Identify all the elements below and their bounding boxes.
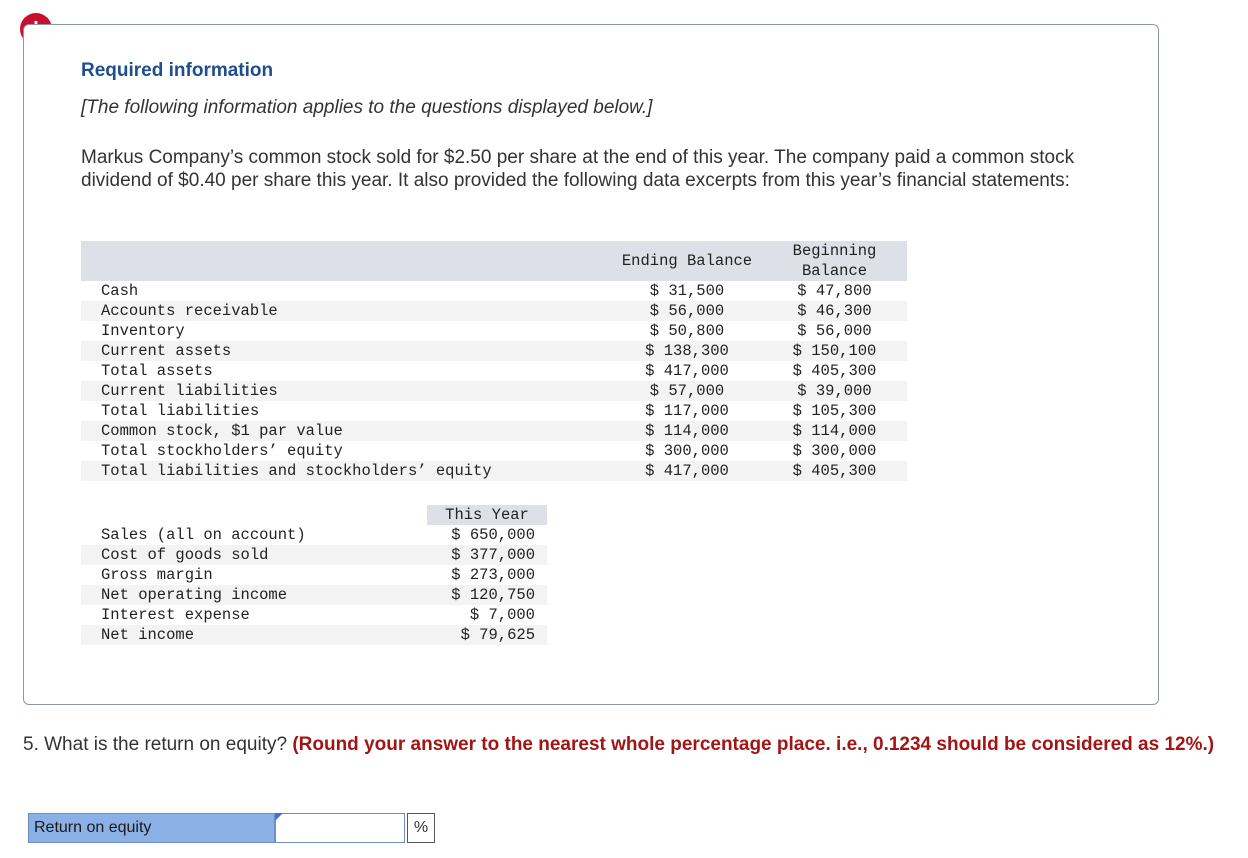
balance-sheet-header xyxy=(81,241,907,281)
row-label: Accounts receivable xyxy=(101,302,278,320)
row-label: Total stockholders’ equity xyxy=(101,442,343,460)
header-spacer xyxy=(81,505,427,525)
beginning-header-line2: Balance xyxy=(801,262,868,280)
question-text xyxy=(23,733,1228,756)
ending-balance-header: Ending Balance xyxy=(621,252,753,270)
table-row xyxy=(81,565,547,585)
table-row xyxy=(81,441,907,461)
ending-value: $ 31,500 xyxy=(649,282,725,300)
row-label: Total liabilities xyxy=(101,402,260,420)
ending-value: $ 50,800 xyxy=(649,322,725,340)
row-label: Cost of goods sold xyxy=(101,546,269,564)
ending-value: $ 114,000 xyxy=(645,422,729,440)
beginning-value: $ 46,300 xyxy=(797,302,872,320)
table-row xyxy=(81,321,907,341)
beginning-value: $ 150,100 xyxy=(792,342,877,360)
table-row xyxy=(81,281,907,301)
table-row xyxy=(81,421,907,441)
required-information-subtitle: [The following information applies to the questions displayed below.] xyxy=(81,97,653,118)
beginning-header-line1: Beginning xyxy=(792,242,877,260)
required-information-title: Required information xyxy=(81,60,274,81)
this-year-value: $ 650,000 xyxy=(451,526,535,544)
table-row xyxy=(81,461,907,481)
this-year-value: $ 273,000 xyxy=(451,566,535,584)
this-year-value: $ 7,000 xyxy=(469,606,535,624)
return-on-equity-label: Return on equity xyxy=(28,813,275,843)
ending-value: $ 56,000 xyxy=(649,302,725,320)
ending-value: $ 138,300 xyxy=(645,342,729,360)
beginning-value: $ 56,000 xyxy=(797,322,872,340)
this-year-header: This Year xyxy=(427,505,547,525)
balance-sheet-table xyxy=(81,241,907,481)
row-label: Net income xyxy=(101,626,195,644)
beginning-value: $ 300,000 xyxy=(792,442,877,460)
required-information-panel xyxy=(23,24,1159,705)
table-row xyxy=(81,341,907,361)
table-row xyxy=(81,585,547,605)
beginning-value: $ 47,800 xyxy=(797,282,872,300)
beginning-value: $ 114,000 xyxy=(792,422,877,440)
ending-value: $ 57,000 xyxy=(649,382,725,400)
table-row xyxy=(81,381,907,401)
row-label: Inventory xyxy=(101,322,185,340)
beginning-value: $ 39,000 xyxy=(797,382,872,400)
table-row xyxy=(81,301,907,321)
beginning-value: $ 405,300 xyxy=(792,362,877,380)
income-statement-table xyxy=(81,505,547,645)
row-label: Sales (all on account) xyxy=(101,526,306,544)
this-year-value: $ 377,000 xyxy=(451,546,535,564)
row-label: Total liabilities and stockholders’ equity xyxy=(101,462,492,480)
ending-value: $ 117,000 xyxy=(645,402,729,420)
table-row xyxy=(81,605,547,625)
beginning-balance-header xyxy=(762,241,907,281)
row-label: Common stock, $1 par value xyxy=(101,422,343,440)
this-year-value: $ 120,750 xyxy=(451,586,535,604)
row-label: Interest expense xyxy=(101,606,250,624)
beginning-value: $ 105,300 xyxy=(792,402,877,420)
question-prompt: 5. What is the return on equity? xyxy=(23,734,293,755)
row-label: Gross margin xyxy=(101,566,213,584)
problem-intro-text: Markus Company’s common stock sold for $2.50 per share at the end of this year. The company paid a common stock dividend of $0.40 per share this year. It also provided the following data excerpts from this year’s financial statements: xyxy=(81,147,1075,191)
table-row xyxy=(81,525,547,545)
row-label: Net operating income xyxy=(101,586,288,604)
percent-unit-label: % xyxy=(407,813,435,843)
row-label: Cash xyxy=(101,282,139,300)
row-label: Total assets xyxy=(101,362,213,380)
table-row xyxy=(81,361,907,381)
income-statement-header xyxy=(81,505,547,525)
input-flag-icon xyxy=(275,813,283,821)
this-year-value: $ 79,625 xyxy=(460,626,535,644)
question-hint: (Round your answer to the nearest whole percentage place. i.e., 0.1234 should be considered as 12%.) xyxy=(292,734,1215,755)
table-row xyxy=(81,401,907,421)
table-row xyxy=(81,545,547,565)
beginning-value: $ 405,300 xyxy=(792,462,877,480)
row-label: Current assets xyxy=(101,342,232,360)
ending-value: $ 300,000 xyxy=(645,442,729,460)
row-label: Current liabilities xyxy=(101,382,278,400)
ending-value: $ 417,000 xyxy=(645,462,729,480)
ending-value: $ 417,000 xyxy=(645,362,729,380)
return-on-equity-input[interactable] xyxy=(275,813,405,843)
table-row xyxy=(81,625,547,645)
